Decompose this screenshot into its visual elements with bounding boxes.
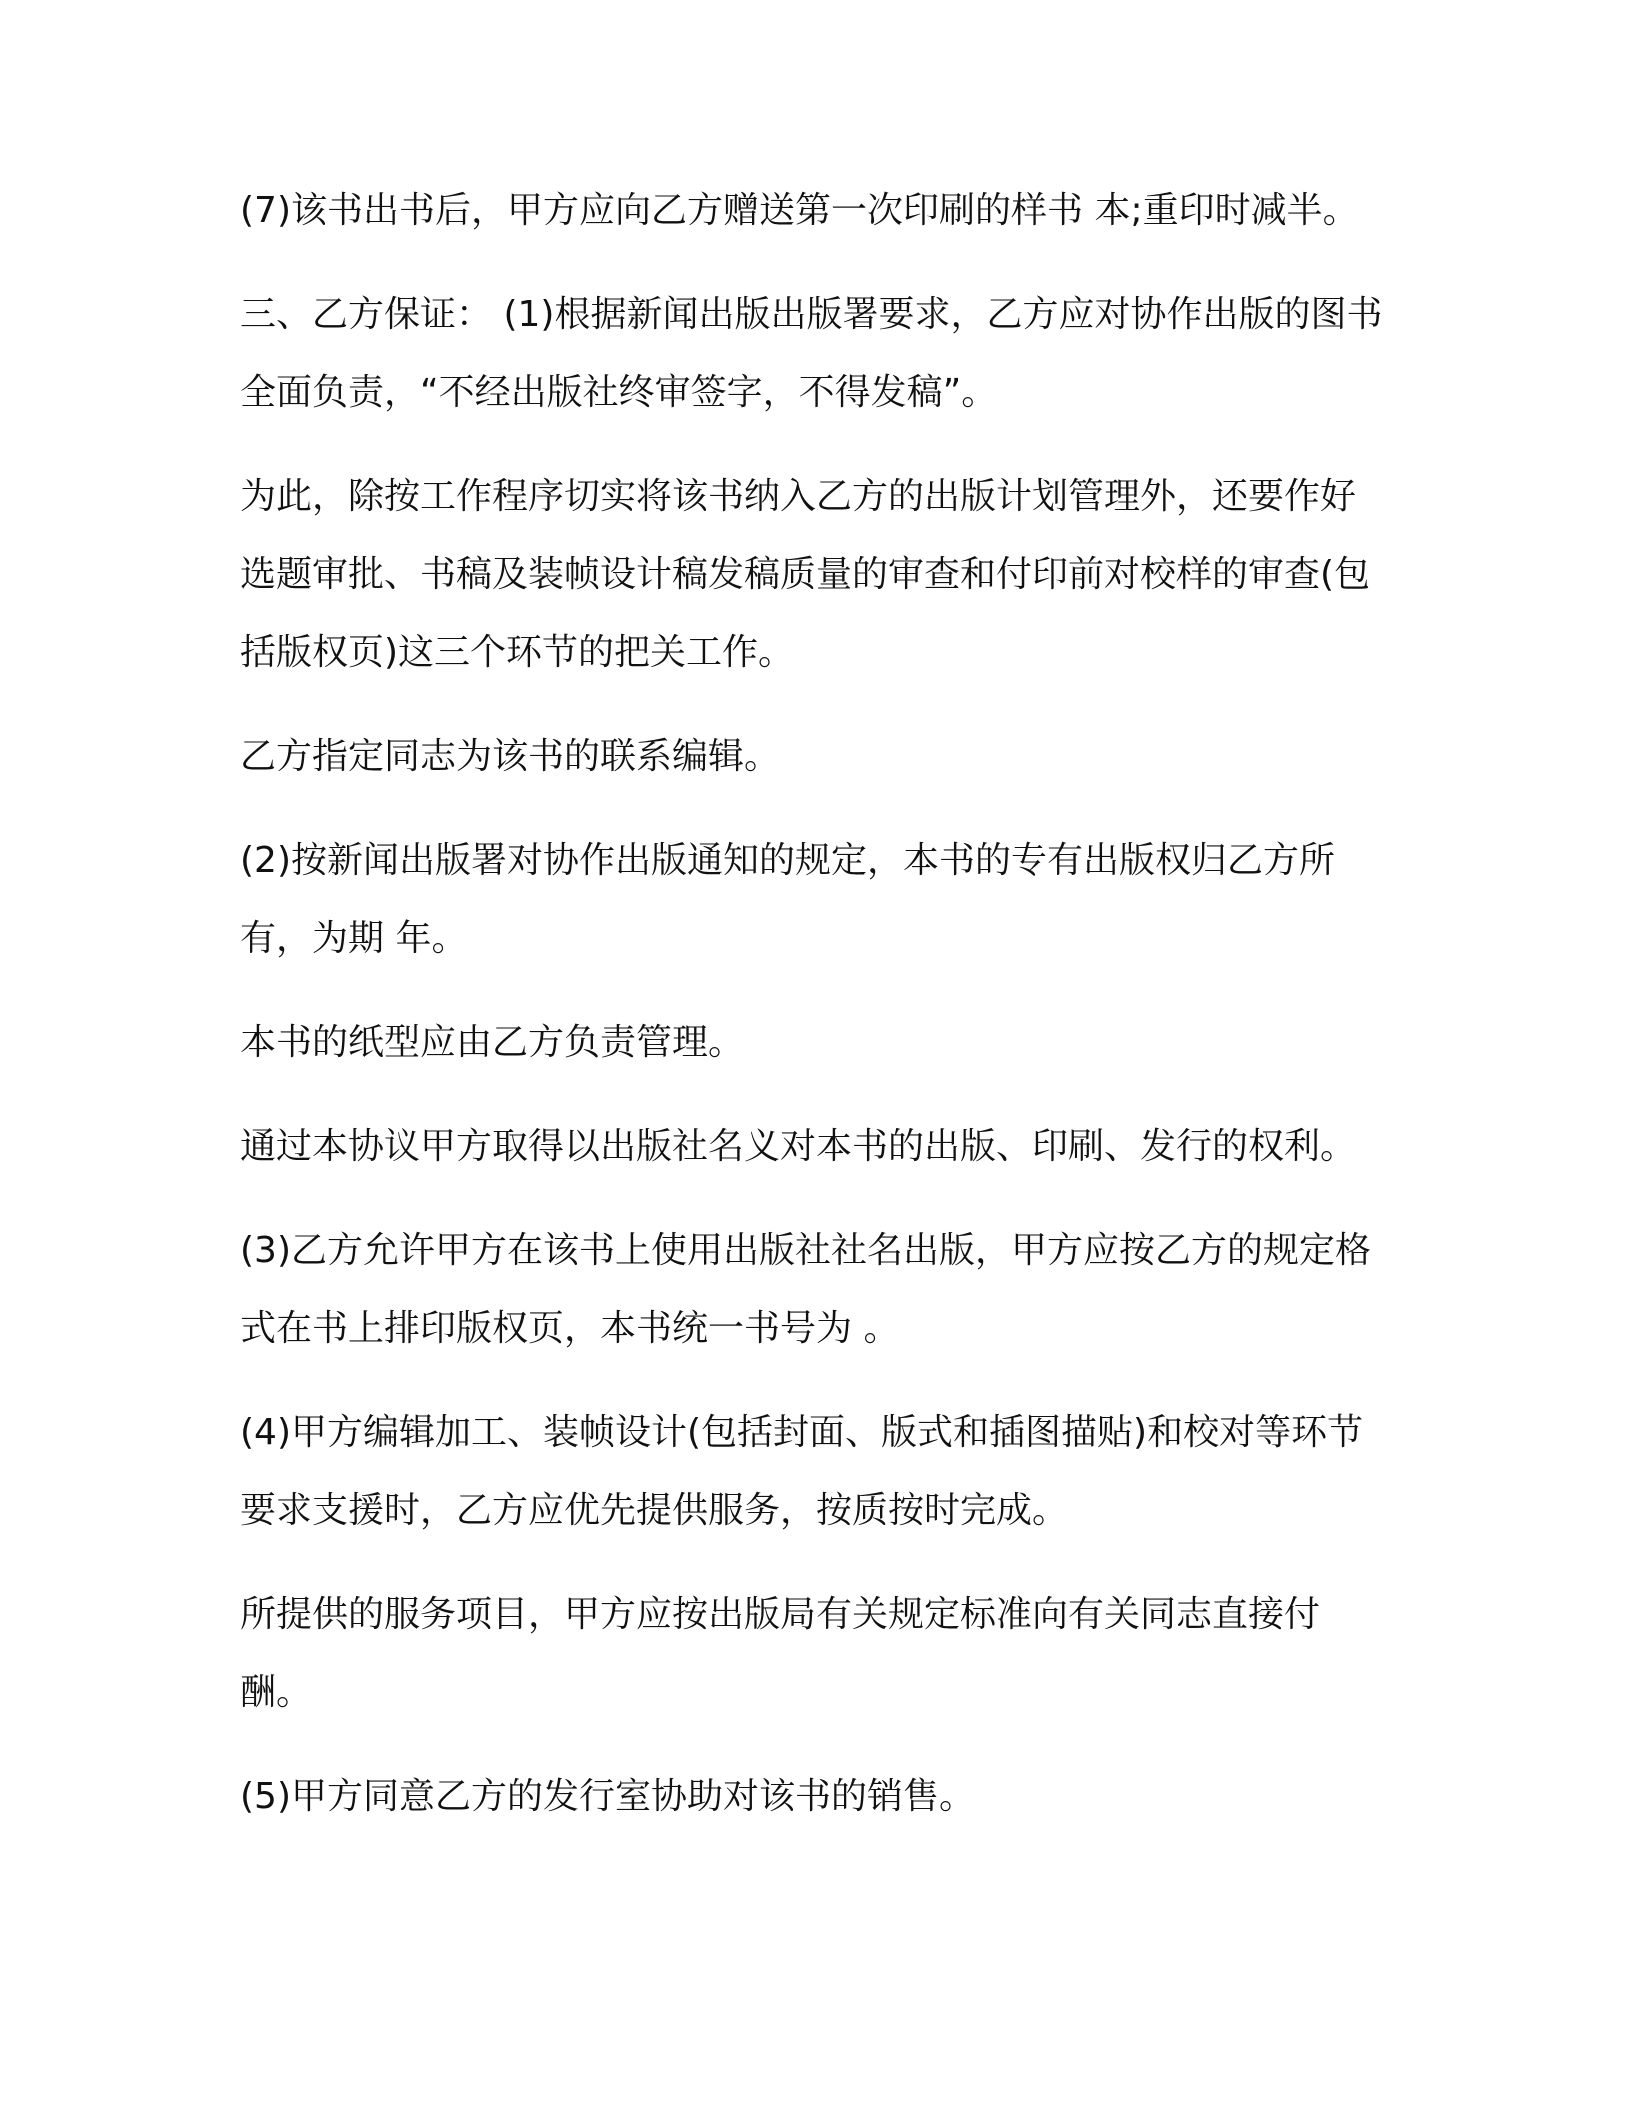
paragraph-section-3-guarantee: 三、乙方保证： (1)根据新闻出版出版署要求，乙方应对协作出版的图书全面负责，“不经出版社终审签字，不得发稿”。	[240, 294, 1383, 413]
paragraph-4-editing-support: (4)甲方编辑加工、装帧设计(包括封面、版式和插图描贴)和校对等环节要求支援时，乙方应优先提供服务，按质按时完成。	[240, 1412, 1364, 1531]
paragraph-7-sample-books: (7)该书出书后，甲方应向乙方赠送第一次印刷的样书 本;重印时减半。	[240, 190, 1359, 231]
paragraph-publishing-rights: 通过本协议甲方取得以出版社名义对本书的出版、印刷、发行的权利。	[240, 1126, 1357, 1167]
paragraph-contact-editor: 乙方指定同志为该书的联系编辑。	[240, 736, 781, 777]
paragraph-3-publisher-name: (3)乙方允许甲方在该书上使用出版社社名出版，甲方应按乙方的规定格式在书上排印版权页，本书统一书号为 。	[240, 1230, 1371, 1349]
paragraph-2-exclusive-rights: (2)按新闻出版署对协作出版通知的规定，本书的专有出版权归乙方所有，为期 年。	[240, 840, 1335, 959]
paragraph-service-payment: 所提供的服务项目，甲方应按出版局有关规定标准向有关同志直接付酬。	[240, 1594, 1321, 1713]
paragraph-5-sales-assist: (5)甲方同意乙方的发行室协助对该书的销售。	[240, 1776, 975, 1817]
paragraph-review-process: 为此，除按工作程序切实将该书纳入乙方的出版计划管理外，还要作好选题审批、书稿及装帧设计稿发稿质量的审查和付印前对校样的审查(包括版权页)这三个环节的把关工作。	[240, 476, 1371, 673]
document-body	[240, 172, 1390, 1862]
paragraph-paper-mold: 本书的纸型应由乙方负责管理。	[240, 1022, 745, 1063]
